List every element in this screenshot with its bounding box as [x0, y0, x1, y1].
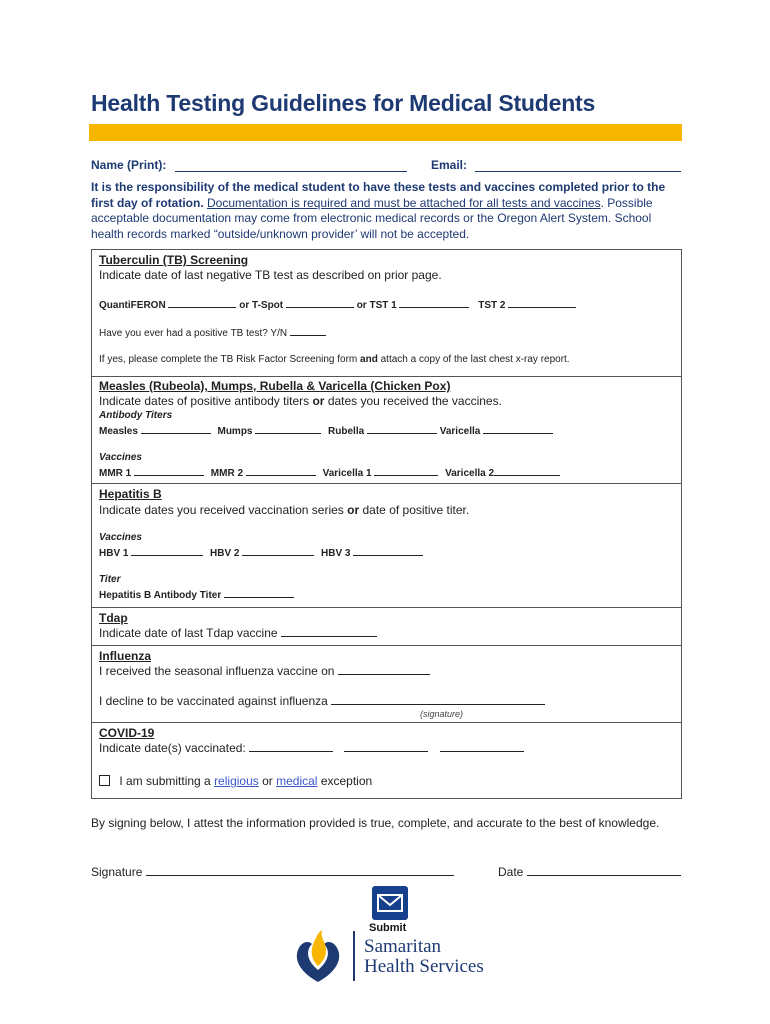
- email-label: Email:: [431, 158, 468, 172]
- influenza-section: [92, 645, 681, 723]
- hbv2-date-field[interactable]: [242, 546, 314, 556]
- covid-dates-row: [99, 741, 524, 755]
- signature-row: [91, 862, 454, 879]
- exception-text: I am submitting a: [119, 774, 211, 788]
- mmr1-label: MMR 1: [99, 468, 132, 479]
- date-label: Date: [498, 865, 524, 879]
- covid-date-field-2[interactable]: [344, 742, 428, 752]
- tspot-date-field[interactable]: [286, 298, 354, 308]
- email-field[interactable]: [475, 171, 681, 172]
- logo-divider: [353, 931, 355, 981]
- mmr-instr-text-2: dates you received the vaccines.: [327, 394, 502, 408]
- tspot-label: T-Spot: [252, 300, 284, 311]
- tb-if-yes-text-2: attach a copy of the last chest x-ray report.: [380, 354, 570, 365]
- measles-label: Measles: [99, 426, 138, 437]
- varicella1-label: Varicella 1: [322, 468, 372, 479]
- flu-decline-signature-field[interactable]: [331, 695, 545, 705]
- attestation-text: By signing below, I attest the information provided is true, complete, and accurate to the best of knowledge.: [91, 816, 660, 830]
- mmr-instruction: [99, 394, 502, 408]
- tdap-instruction: Indicate date of last Tdap vaccine: [99, 626, 278, 640]
- antibody-titers-label: Antibody Titers: [99, 410, 173, 421]
- rubella-label: Rubella: [328, 426, 365, 437]
- flu-date-field[interactable]: [338, 665, 430, 675]
- submit-label: Submit: [369, 922, 407, 934]
- logo-wordmark: [364, 937, 484, 977]
- covid-date-field-1[interactable]: [249, 742, 333, 752]
- flu-decline-row: [99, 694, 545, 708]
- quantiferon-label: QuantiFERON: [99, 300, 166, 311]
- hepb-instr-text-2: date of positive titer.: [362, 503, 470, 517]
- tdap-date-field[interactable]: [281, 627, 377, 637]
- flu-received-row: [99, 664, 430, 678]
- exception-checkbox[interactable]: [99, 775, 110, 786]
- tst2-label: TST 2: [478, 300, 506, 311]
- varicella1-date-field[interactable]: [374, 466, 438, 476]
- exception-text-2: exception: [320, 774, 373, 788]
- tb-if-yes-text: If yes, please complete the TB Risk Factor Screening form: [99, 354, 358, 365]
- intro-acceptable-docs: . Possible acceptable documentation may come from electronic medical records or the Oregon Alert System. School health records marked “outside/unknown provider’ will not be accepted.: [91, 195, 653, 241]
- hbv2-label: HBV 2: [210, 548, 240, 559]
- hepb-titer-label: Titer: [99, 574, 121, 585]
- flu-heading: Influenza: [99, 649, 152, 663]
- tdap-row: [99, 626, 377, 640]
- tb-heading: Tuberculin (TB) Screening: [99, 253, 249, 267]
- intro-responsibility: It is the responsibility of the medical student to have these tests and vaccines completed prior to the first day of rotation.: [91, 180, 666, 210]
- flu-decline-label: I decline to be vaccinated against influenza: [99, 694, 328, 708]
- tb-instruction: Indicate date of last negative TB test as described on prior page.: [99, 268, 442, 282]
- signature-caption: (signature): [420, 709, 464, 719]
- mmr-instr-or: or: [312, 394, 325, 408]
- covid-date-field-3[interactable]: [440, 742, 524, 752]
- hepatitis-b-section: [92, 483, 681, 608]
- tb-if-yes-and: and: [360, 354, 378, 365]
- mmr1-date-field[interactable]: [134, 466, 204, 476]
- tb-if-yes-note: [99, 354, 570, 365]
- hbv3-date-field[interactable]: [353, 546, 423, 556]
- hbv3-label: HBV 3: [321, 548, 351, 559]
- flu-received-label: I received the seasonal influenza vaccine on: [99, 664, 335, 678]
- varicella-date-field[interactable]: [483, 424, 553, 434]
- hepb-titer-row: [99, 588, 294, 601]
- mmr-varicella-section: [92, 376, 681, 484]
- hbv-row: [99, 546, 423, 559]
- hepb-instr-text: Indicate dates you received vaccination series: [99, 503, 344, 517]
- tst1-date-field[interactable]: [399, 298, 469, 308]
- signature-label: Signature: [91, 865, 143, 879]
- requirements-table: [91, 249, 682, 799]
- hepb-vaccines-label: Vaccines: [99, 532, 142, 543]
- tb-positive-field[interactable]: [290, 326, 326, 336]
- or-label: or: [356, 300, 367, 311]
- name-label: Name (Print):: [91, 158, 167, 172]
- exception-or: or: [262, 774, 273, 788]
- samaritan-flame-logo-icon: [292, 928, 344, 984]
- logo-line-1: Samaritan: [364, 936, 442, 957]
- hbv1-date-field[interactable]: [131, 546, 203, 556]
- or-label: or: [239, 300, 250, 311]
- tb-positive-question: [99, 326, 326, 339]
- title-accent-bar: [89, 124, 682, 141]
- covid-instruction: Indicate date(s) vaccinated:: [99, 741, 246, 755]
- mmr-vaccine-row: [99, 466, 560, 479]
- signature-field[interactable]: [146, 862, 454, 876]
- mmr2-label: MMR 2: [210, 468, 244, 479]
- intro-documentation-required: Documentation is required and must be attached for all tests and vaccines: [207, 195, 601, 210]
- medical-exception-link[interactable]: medical: [276, 774, 318, 788]
- mumps-date-field[interactable]: [255, 424, 321, 434]
- covid-section: [92, 722, 681, 799]
- hepb-instruction: [99, 503, 469, 517]
- page-title: Health Testing Guidelines for Medical Students: [91, 90, 596, 116]
- hepb-titer-item: Hepatitis B Antibody Titer: [99, 590, 222, 601]
- mmr-heading: Measles (Rubeola), Mumps, Rubella & Varicella (Chicken Pox): [99, 379, 451, 393]
- date-row: [498, 862, 681, 879]
- rubella-date-field[interactable]: [367, 424, 437, 434]
- hepb-instr-or: or: [347, 503, 360, 517]
- mmr2-date-field[interactable]: [246, 466, 316, 476]
- tdap-section: [92, 607, 681, 646]
- hepb-heading: Hepatitis B: [99, 487, 162, 501]
- covid-exception-row: [99, 774, 372, 788]
- antibody-row: [99, 424, 553, 437]
- tst1-label: TST 1: [369, 300, 397, 311]
- tb-positive-label: Have you ever had a positive TB test? Y/N: [99, 328, 288, 339]
- name-field[interactable]: [175, 171, 407, 172]
- mumps-label: Mumps: [217, 426, 253, 437]
- tb-section: [92, 250, 681, 376]
- submit-button[interactable]: [372, 886, 408, 920]
- mmr-instr-text: Indicate dates of positive antibody titers: [99, 394, 310, 408]
- tdap-heading: Tdap: [99, 611, 128, 625]
- measles-date-field[interactable]: [141, 424, 211, 434]
- tst2-date-field[interactable]: [508, 298, 576, 308]
- logo-line-2: Health Services: [364, 956, 484, 977]
- hepb-titer-date-field[interactable]: [224, 588, 294, 598]
- varicella2-date-field[interactable]: [494, 466, 560, 476]
- tb-test-row: [99, 298, 576, 311]
- quantiferon-date-field[interactable]: [168, 298, 236, 308]
- varicella-label: Varicella: [439, 426, 481, 437]
- hbv1-label: HBV 1: [99, 548, 129, 559]
- varicella2-label: Varicella 2: [445, 468, 495, 479]
- religious-exception-link[interactable]: religious: [214, 774, 259, 788]
- mmr-vaccines-label: Vaccines: [99, 452, 142, 463]
- intro-paragraph: [91, 180, 683, 242]
- envelope-icon: [372, 886, 408, 920]
- date-field[interactable]: [527, 862, 681, 876]
- covid-heading: COVID-19: [99, 726, 155, 740]
